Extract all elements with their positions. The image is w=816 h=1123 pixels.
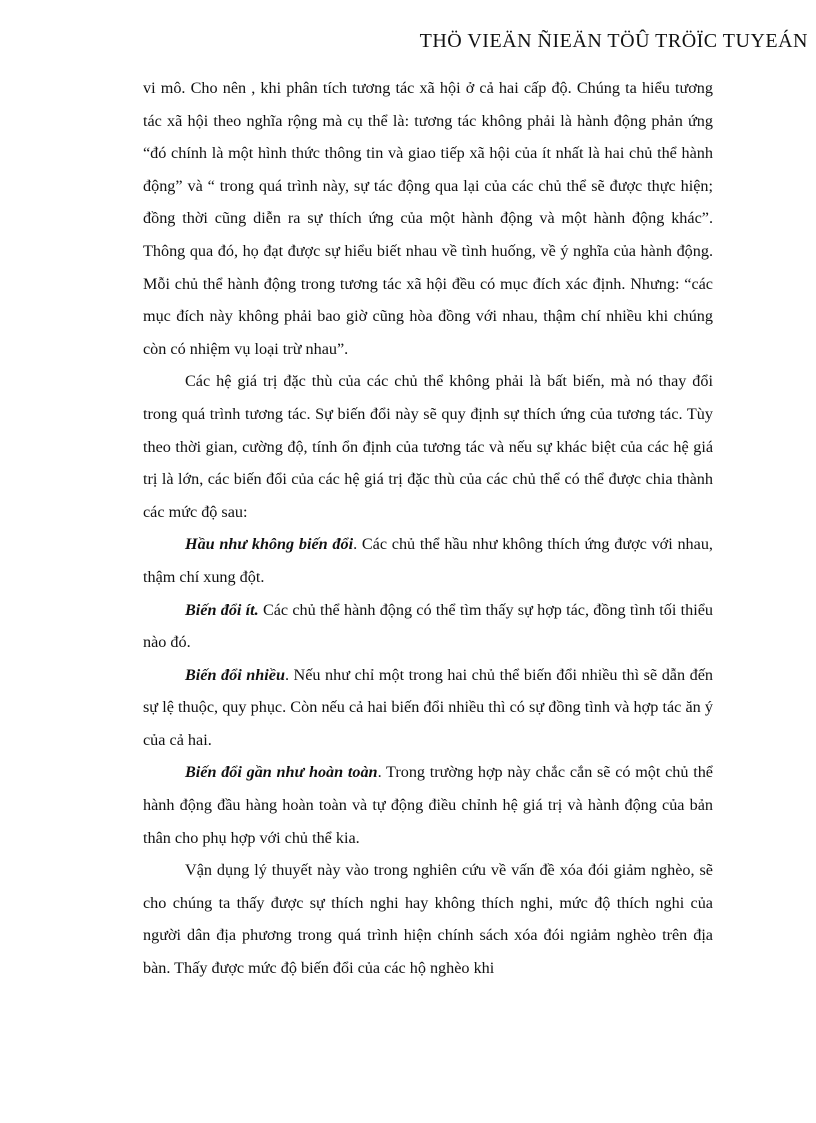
paragraph-1: vi mô. Cho nên , khi phân tích tương tác xã hội ở cả hai cấp độ. Chúng ta hiểu tương tác xã hội theo nghĩa rộng mà cụ thể là: tương tác không phải là hành động phản ứng “đó chính là một hình thức thông tin và giao tiếp xã hội của ít nhất là hai chủ thể hành động” và “ trong quá trình này, sự tác động qua lại của các chủ thể sẽ được thực hiện; đồng thời cũng diễn ra sự thích ứng của một hành động và một hành động khác”. Thông qua đó, họ đạt được sự hiểu biết nhau về tình huống, về ý nghĩa của hành động. Mỗi chủ thể hành động trong tương tác xã hội đều có mục đích xác định. Nhưng: “các mục đích này không phải bao giờ cũng hòa đồng với nhau, thậm chí nhiều khi chúng còn có nhiệm vụ loại trừ nhau”. [143,79,713,358]
paragraph-little-change [143,594,713,659]
term-little-change: Biến đổi ít. [185,600,259,619]
body-text [143,72,713,985]
term-no-change: Hầu như không biến đổi [185,535,354,554]
paragraph-complete-change [143,756,713,854]
desc-complete-change: . Trong trường hợp này chắc cắn sẽ có một chủ thể hành động đầu hàng hoàn toàn và tự động điều chỉnh hệ giá trị và hành động của bản thân cho phụ hợp với chủ thể kia. [143,763,713,847]
paragraph-much-change [143,659,713,757]
paragraph-application: Vận dụng lý thuyết này vào trong nghiên cứu về vấn đề xóa đói giảm nghèo, sẽ cho chúng ta thấy được sự thích nghi hay không thích nghi, mức độ thích nghi của người dân địa phương trong quá trình hiện chính sách xóa đói ngiảm nghèo trên địa bàn. Thấy được mức độ biến đổi của các hộ nghèo khi [143,861,713,978]
term-complete-change: Biến đổi gần như hoàn toàn [185,763,378,782]
paragraph-2: Các hệ giá trị đặc thù của các chủ thể không phải là bất biến, mà nó thay đổi trong quá trình tương tác. Sự biến đổi này sẽ quy định sự thích ứng của tương tác. Tùy theo thời gian, cường độ, tính ổn định của tương tác và nếu sự khác biệt của các hệ giá trị là lớn, các biến đổi của các hệ giá trị đặc thù của các chủ thể có thể được chia thành các mức độ sau: [143,372,713,521]
desc-little-change: Các chủ thể hành động có thể tìm thấy sự hợp tác, đồng tình tối thiểu nào đó. [143,600,713,652]
term-much-change: Biến đổi nhiều [185,665,285,684]
desc-no-change: . Các chủ thể hầu như không thích ứng được với nhau, thậm chí xung đột. [143,535,713,586]
page-header: THÖ VIEÄN ÑIEÄN TÖÛ TRÖÏC TUYEÁN [419,30,808,52]
desc-much-change: . Nếu như chỉ một trong hai chủ thể biến đổi nhiều thì sẽ dẫn đến sự lệ thuộc, quy phục. Còn nếu cả hai biến đổi nhiều thì có sự đồng tình và hợp tác ăn ý của cả hai. [143,665,713,749]
paragraph-no-change [143,528,713,593]
